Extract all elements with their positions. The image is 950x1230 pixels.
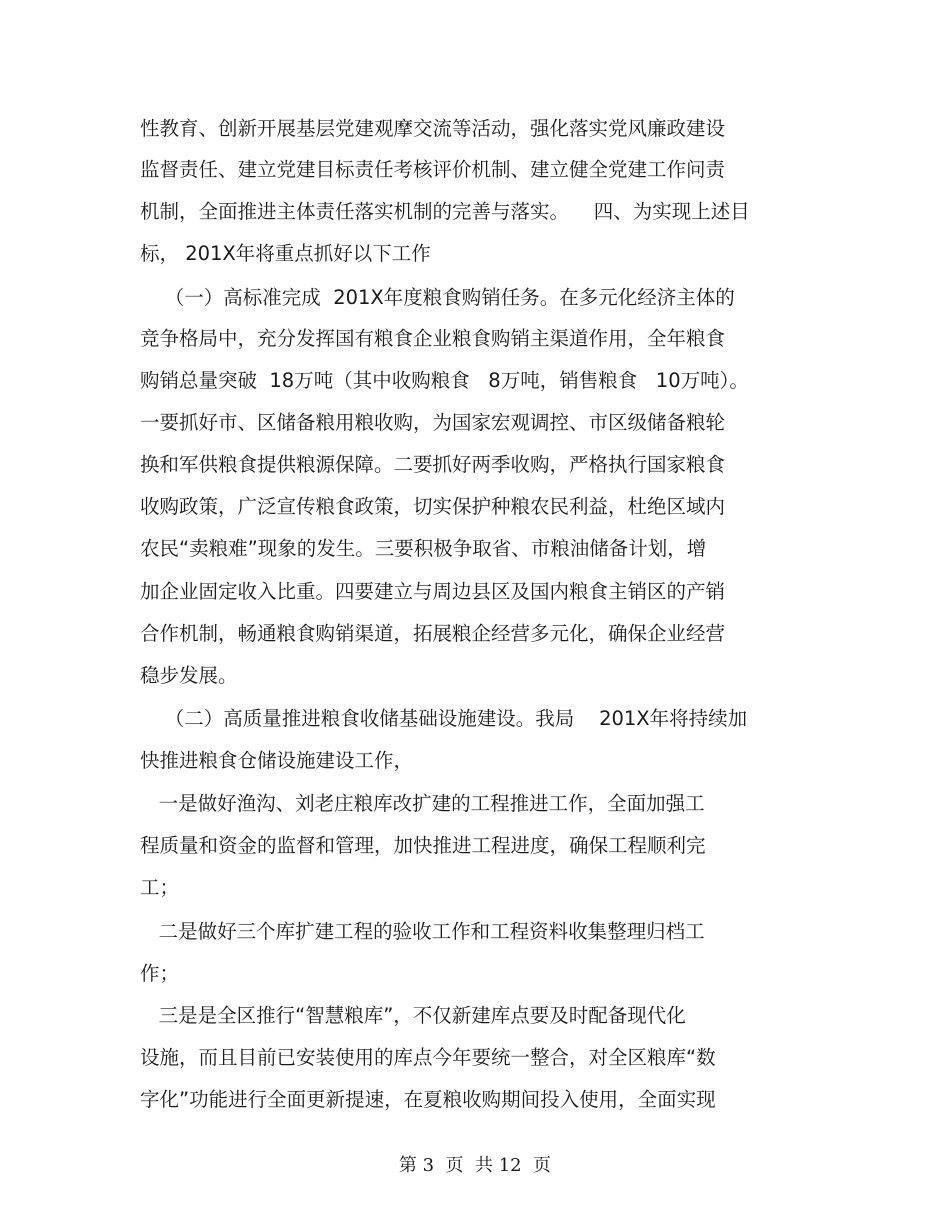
text-line: 字化”功能进行全面更新提速，在夏粮收购期间投入使用，全面实现 (140, 1088, 716, 1111)
text-line: （二）高质量推进粮食收储基础设施建设。我局 201X年将持续加 (140, 707, 748, 730)
text-line: 换和军供粮食提供粮源保障。二要抓好两季收购，严格执行国家粮食 (140, 453, 726, 476)
text-line: （一）高标准完成 201X年度粮食购销任务。在多元化经济主体的 (140, 286, 735, 309)
text-line: 性教育、创新开展基层党建观摩交流等活动，强化落实党风廉政建设 (140, 117, 726, 140)
text-line: 作； (140, 962, 180, 985)
text-line: 竞争格局中，充分发挥国有粮食企业粮食购销主渠道作用，全年粮食 (140, 327, 726, 350)
text-line: 稳步发展。 (140, 664, 238, 687)
text-line: 一要抓好市、区储备粮用粮收购，为国家宏观调控、市区级储备粮轮 (140, 411, 726, 434)
text-line: 购销总量突破 18万吨（其中收购粮食 8万吨，销售粮食 10万吨）。 (140, 369, 749, 392)
text-line: 加企业固定收入比重。四要建立与周边县区及国内粮食主销区的产销 (140, 580, 726, 603)
text-line: 一是做好渔沟、刘老庄粮库改扩建的工程推进工作，全面加强工 (140, 792, 705, 815)
text-line: 监督责任、建立党建目标责任考核评价机制、建立健全党建工作问责 (140, 158, 726, 181)
page-number-footer: 第 3 页 共 12 页 (398, 1155, 552, 1176)
text-line: 二是做好三个库扩建工程的验收工作和工程资料收集整理归档工 (140, 920, 705, 943)
text-line: 合作机制，畅通粮食购销渠道，拓展粮企经营多元化，确保企业经营 (140, 622, 726, 645)
text-line: 机制，全面推进主体责任落实机制的完善与落实。 四、为实现上述目 (140, 200, 750, 223)
text-line: 快推进粮食仓储设施建设工作， (140, 749, 414, 772)
text-line: 三是是全区推行“智慧粮库”，不仅新建库点要及时配备现代化 (140, 1004, 686, 1027)
text-line: 农民“卖粮难”现象的发生。三要积极争取省、市粮油储备计划，增 (140, 537, 707, 560)
text-line: 收购政策，广泛宣传粮食政策，切实保护种粮农民利益，杜绝区域内 (140, 495, 726, 518)
text-line: 标， 201X年将重点抓好以下工作 (140, 242, 431, 265)
text-line: 设施，而且目前已安装使用的库点今年要统一整合，对全区粮库“数 (140, 1046, 716, 1069)
text-line: 程质量和资金的监督和管理，加快推进工程进度，确保工程顺利完 (140, 834, 706, 857)
text-line: 工； (140, 876, 180, 899)
